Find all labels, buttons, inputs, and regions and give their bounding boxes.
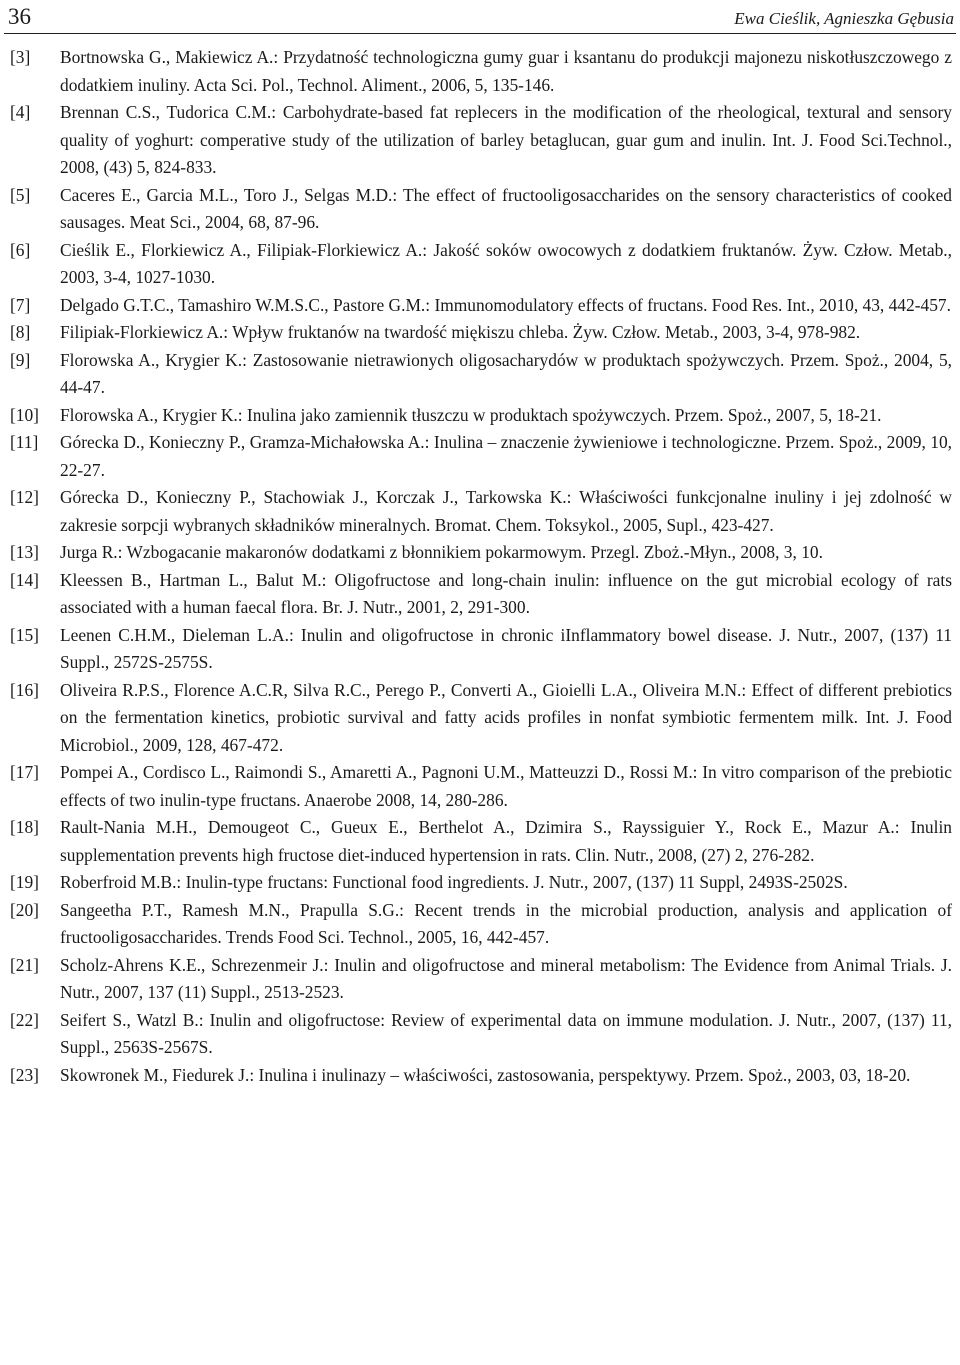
- reference-number: [10]: [10, 404, 39, 425]
- reference-text: Pompei A., Cordisco L., Raimondi S., Amaretti A., Pagnoni U.M., Matteuzzi D., Rossi M.: In vitro comparison of the prebiotic effects of two inulin-type fructans. Anaerobe 2008, 14, 280-286.: [60, 762, 952, 810]
- reference-text: Kleessen B., Hartman L., Balut M.: Oligofructose and long-chain inulin: influence on the gut microbial ecology of rats associated with a human faecal flora. Br. J. Nutr., 2001, 2, 291-300.: [60, 569, 952, 617]
- reference-text: Górecka D., Konieczny P., Gramza-Michałowska A.: Inulina – znaczenie żywieniowe i technologiczne. Przem. Spoż., 2009, 10, 22-27.: [60, 432, 952, 480]
- reference-number: [5]: [10, 184, 31, 205]
- reference-number: [4]: [10, 102, 31, 122]
- reference-entry: [0, 319, 960, 347]
- reference-text: Leenen C.H.M., Dieleman L.A.: Inulin and oligofructose in chronic iInflammatory bowel disease. J. Nutr., 2007, (137) 11 Suppl., 2572S-2575S.: [60, 624, 952, 672]
- reference-text: Jurga R.: Wzbogacanie makaronów dodatkami z błonnikiem pokarmowym. Przegl. Zboż.-Młyn., 2008, 3, 10.: [60, 542, 823, 562]
- reference-number: [3]: [10, 47, 31, 67]
- reference-number: [11]: [10, 432, 39, 452]
- reference-entry: [0, 677, 960, 760]
- reference-text: Górecka D., Konieczny P., Stachowiak J., Korczak J., Tarkowska K.: Właściwości funkcjonalne inuliny i jej zdolność w zakresie sorpcji wybranych składników mineralnych. Bromat. Chem. Toksykol., 2005, Supl., 423-427.: [60, 487, 952, 535]
- reference-text: Florowska A., Krygier K.: Zastosowanie nietrawionych oligosacharydów w produktach spożywczych. Przem. Spoż., 2004, 5, 44-47.: [60, 349, 952, 397]
- reference-number: [20]: [10, 899, 39, 920]
- reference-entry: [0, 347, 960, 402]
- reference-entry: [0, 44, 960, 99]
- reference-number: [17]: [10, 762, 39, 782]
- reference-entry: [0, 99, 960, 182]
- page-header: [6, 2, 954, 32]
- reference-number: [9]: [10, 349, 31, 370]
- reference-entry: [0, 622, 960, 677]
- reference-number: [16]: [10, 679, 39, 700]
- reference-text: Delgado G.T.C., Tamashiro W.M.S.C., Pastore G.M.: Immunomodulatory effects of fructans. Food Res. Int., 2010, 43, 442-457.: [60, 294, 951, 315]
- reference-text: Oliveira R.P.S., Florence A.C.R, Silva R.C., Perego P., Converti A., Gioielli L.A., Oliveira M.N.: Effect of different prebiotics on the fermentation kinetics, probiotic survival and fatty acids profiles in nonfat symbiotic fermentem milk. Int. J. Food Microbiol., 2009, 128, 467-472.: [60, 679, 952, 755]
- reference-entry: [0, 759, 960, 814]
- reference-entry: [0, 814, 960, 869]
- reference-text: Bortnowska G., Makiewicz A.: Przydatność technologiczna gumy guar i ksantanu do produkcji majonezu niskotłuszczowego z dodatkiem inuliny. Acta Sci. Pol., Technol. Aliment., 2006, 5, 135-146.: [60, 47, 952, 95]
- reference-entry: [0, 539, 960, 567]
- reference-text: Filipiak-Florkiewicz A.: Wpływ fruktanów na twardość miękiszu chleba. Żyw. Człow. Metab., 2003, 3-4, 978-982.: [60, 322, 861, 342]
- reference-entry: [0, 1062, 960, 1090]
- reference-text: Florowska A., Krygier K.: Inulina jako zamiennik tłuszczu w produktach spożywczych. Przem. Spoż., 2007, 5, 18-21.: [60, 404, 882, 425]
- reference-number: [8]: [10, 322, 31, 342]
- reference-number: [14]: [10, 569, 39, 590]
- reference-list: [0, 44, 960, 1089]
- reference-entry: [0, 182, 960, 237]
- reference-text: Brennan C.S., Tudorica C.M.: Carbohydrate-based fat replecers in the modification of the rheological, textural and sensory quality of yoghurt: comperative study of the utilization of barley betaglucan, guar gum and inulin. Int. J. Food Sci.Technol., 2008, (43) 5, 824-833.: [60, 102, 952, 177]
- reference-number: [13]: [10, 542, 39, 562]
- reference-number: [18]: [10, 817, 39, 837]
- reference-number: [23]: [10, 1064, 39, 1085]
- reference-text: Seifert S., Watzl B.: Inulin and oligofructose: Review of experimental data on immune modulation. J. Nutr., 2007, (137) 11, Suppl., 2563S-2567S.: [60, 1009, 952, 1057]
- running-header-authors: Ewa Cieślik, Agnieszka Gębusia: [734, 9, 954, 28]
- reference-number: [12]: [10, 487, 39, 507]
- reference-entry: [0, 429, 960, 484]
- reference-text: Rault-Nania M.H., Demougeot C., Gueux E., Berthelot A., Dzimira S., Rayssiguier Y., Rock E., Mazur A.: Inulin supplementation prevents high fructose diet-induced hypertension in rats. Clin. Nutr., 2008, (27) 2, 276-282.: [60, 817, 952, 865]
- reference-text: Skowronek M., Fiedurek J.: Inulina i inulinazy – właściwości, zastosowania, perspektywy. Przem. Spoż., 2003, 03, 18-20.: [60, 1064, 911, 1085]
- reference-number: [21]: [10, 954, 39, 975]
- reference-entry: [0, 869, 960, 897]
- reference-entry: [0, 952, 960, 1007]
- header-rule: [4, 33, 956, 34]
- reference-entry: [0, 567, 960, 622]
- reference-text: Caceres E., Garcia M.L., Toro J., Selgas M.D.: The effect of fructooligosaccharides on the sensory characteristics of cooked sausages. Meat Sci., 2004, 68, 87-96.: [60, 184, 952, 232]
- reference-entry: [0, 897, 960, 952]
- reference-entry: [0, 402, 960, 430]
- reference-entry: [0, 484, 960, 539]
- page-number: 36: [8, 4, 31, 29]
- reference-number: [6]: [10, 239, 31, 260]
- reference-number: [15]: [10, 624, 39, 645]
- reference-entry: [0, 292, 960, 320]
- reference-number: [22]: [10, 1009, 39, 1030]
- reference-number: [7]: [10, 294, 31, 315]
- reference-entry: [0, 1007, 960, 1062]
- reference-text: Scholz-Ahrens K.E., Schrezenmeir J.: Inulin and oligofructose and mineral metabolism: The Evidence from Animal Trials. J. Nutr., 2007, 137 (11) Suppl., 2513-2523.: [60, 954, 952, 1002]
- reference-text: Cieślik E., Florkiewicz A., Filipiak-Florkiewicz A.: Jakość soków owocowych z dodatkiem fruktanów. Żyw. Człow. Metab., 2003, 3-4, 1027-1030.: [60, 239, 952, 287]
- reference-entry: [0, 237, 960, 292]
- reference-number: [19]: [10, 872, 39, 892]
- reference-text: Roberfroid M.B.: Inulin-type fructans: Functional food ingredients. J. Nutr., 2007, (137) 11 Suppl, 2493S-2502S.: [60, 872, 848, 892]
- reference-text: Sangeetha P.T., Ramesh M.N., Prapulla S.G.: Recent trends in the microbial production, analysis and application of fructooligosaccharides. Trends Food Sci. Technol., 2005, 16, 442-457.: [60, 899, 952, 947]
